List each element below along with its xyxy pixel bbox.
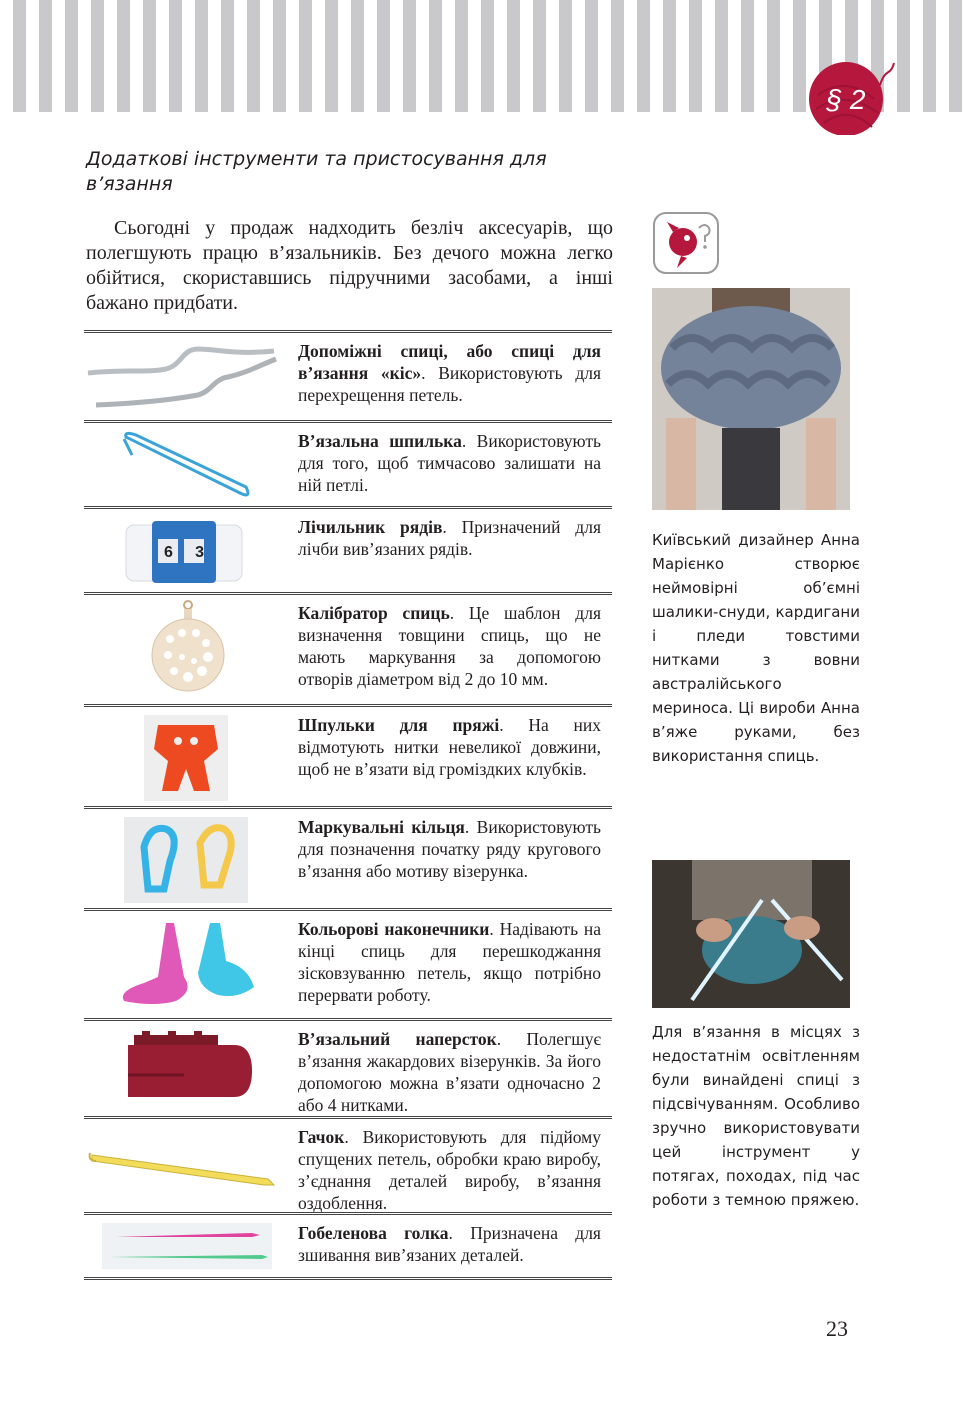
- intro-paragraph: Сьогодні у продаж надходить безліч аксесуарів, що полегшують працю в’язальників. Без дечого можна легко обійтися, скориставшись підручними засобами, а інші бажано придбати.: [86, 217, 613, 314]
- tool-text: [298, 602, 601, 690]
- tool-text: [298, 714, 601, 780]
- tool-text: [298, 516, 601, 560]
- lit-needles-photo: [652, 860, 850, 1008]
- tool-row: [84, 420, 612, 506]
- section-heading: Додаткові інструменти та пристосування для в’язання: [86, 148, 547, 195]
- tool-name: Допоміжні спиці, або спиці для в’язання «кіс»: [298, 341, 601, 383]
- designer-snood-photo: [652, 288, 850, 510]
- tools-table: [84, 330, 612, 1280]
- tool-text: [298, 918, 601, 1006]
- tool-name: В’язальний наперсток: [298, 1029, 497, 1049]
- page-number: 23: [826, 1316, 848, 1341]
- counter-digits: 6 3: [164, 544, 204, 561]
- tool-desc: . Використовують для перехрещення петель.: [298, 363, 602, 405]
- tool-text: [298, 430, 601, 496]
- tool-desc: . Використовують для того, щоб тимчасово залишати на ній петлі.: [298, 431, 602, 495]
- tool-text: [298, 1126, 601, 1214]
- tool-desc: . Полегшує в’язання жакардових візерунків. За його допомогою можна в’язати одночасно 2 або 4 нитками.: [298, 1029, 601, 1115]
- tool-name: Кольорові наконечники: [298, 919, 490, 939]
- tool-text: [298, 1028, 601, 1116]
- tool-desc: . Використовують для позначення початку ряду кругового в’язання або мотиву візерунка.: [298, 817, 601, 881]
- tool-name: В’язальна шпилька: [298, 431, 462, 451]
- tool-name: Калібратор спиць: [298, 603, 450, 623]
- tool-desc: . Це шаблон для визначення товщини спиць, що не мають маркування за допомогою отворів діаметром від 2 до 10 мм.: [298, 603, 601, 689]
- tool-name: Шпульки для пряжі: [298, 715, 500, 735]
- tool-text: [298, 1222, 601, 1266]
- lit-needles-caption: Для в’язання в місцях з недостатнім освітленням були винайдені спиці з підсвічуванням. Особливо зручно використовувати цей інструмент у потягах, походах, під час роботи з темною пряжею.: [652, 1023, 860, 1209]
- section-badge: [800, 55, 896, 135]
- yarn-bobbin-icon: [84, 707, 294, 806]
- tool-row: [84, 330, 612, 420]
- tool-desc: . Надівають на кінці спиць для перешкоджання зісковзуванню петель, якщо потрібно перервати роботу.: [298, 919, 602, 1005]
- needle-gauge-icon: [84, 595, 294, 704]
- tool-name: Маркувальні кільця: [298, 817, 465, 837]
- tool-row: [84, 1116, 612, 1212]
- tool-name: Лічильник рядів: [298, 517, 443, 537]
- knitting-thimble-icon: [84, 1021, 294, 1116]
- tool-row: [84, 1018, 612, 1116]
- tapestry-needle-icon: [84, 1215, 294, 1277]
- stitch-holder-icon: [84, 423, 294, 506]
- tool-row: [84, 1212, 612, 1280]
- tool-row: [84, 704, 612, 806]
- tool-desc: . Призначений для лічби вив’язаних рядів.: [298, 517, 601, 559]
- tool-name: Гачок: [298, 1127, 345, 1147]
- tool-name: Гобеленова голка: [298, 1223, 449, 1243]
- tool-row: [84, 506, 612, 592]
- tool-row: [84, 806, 612, 908]
- stitch-marker-icon: [84, 809, 294, 908]
- interesting-fact-icon: [653, 212, 719, 274]
- tool-text: [298, 340, 601, 406]
- section-label: § 2: [826, 84, 866, 115]
- cable-needle-icon: [84, 333, 294, 420]
- designer-caption: Київський дизайнер Анна Марієнко створює неймовірні об’ємні шалики-снуди, кардигани і пледи товстими нитками з вовни австралійського мериноса. Ці вироби Анна в’яже руками, без використання спиць.: [652, 531, 860, 765]
- tool-desc: . Використовують для підйому спущених петель, обробки краю виробу, з’єднання деталей виробу, в’язання оздоблення.: [298, 1127, 601, 1213]
- tool-desc: . На них відмотують нитки невеликої довжини, щоб не в’язати від громіздких клубків.: [298, 715, 601, 779]
- tool-row: [84, 908, 612, 1018]
- tool-row: [84, 592, 612, 704]
- tool-text: [298, 816, 601, 882]
- row-counter-icon: [84, 509, 294, 592]
- point-protector-icon: [84, 911, 294, 1018]
- crochet-hook-icon: [84, 1119, 294, 1212]
- tool-desc: . Призначена для зшивання вив’язаних деталей.: [298, 1223, 601, 1265]
